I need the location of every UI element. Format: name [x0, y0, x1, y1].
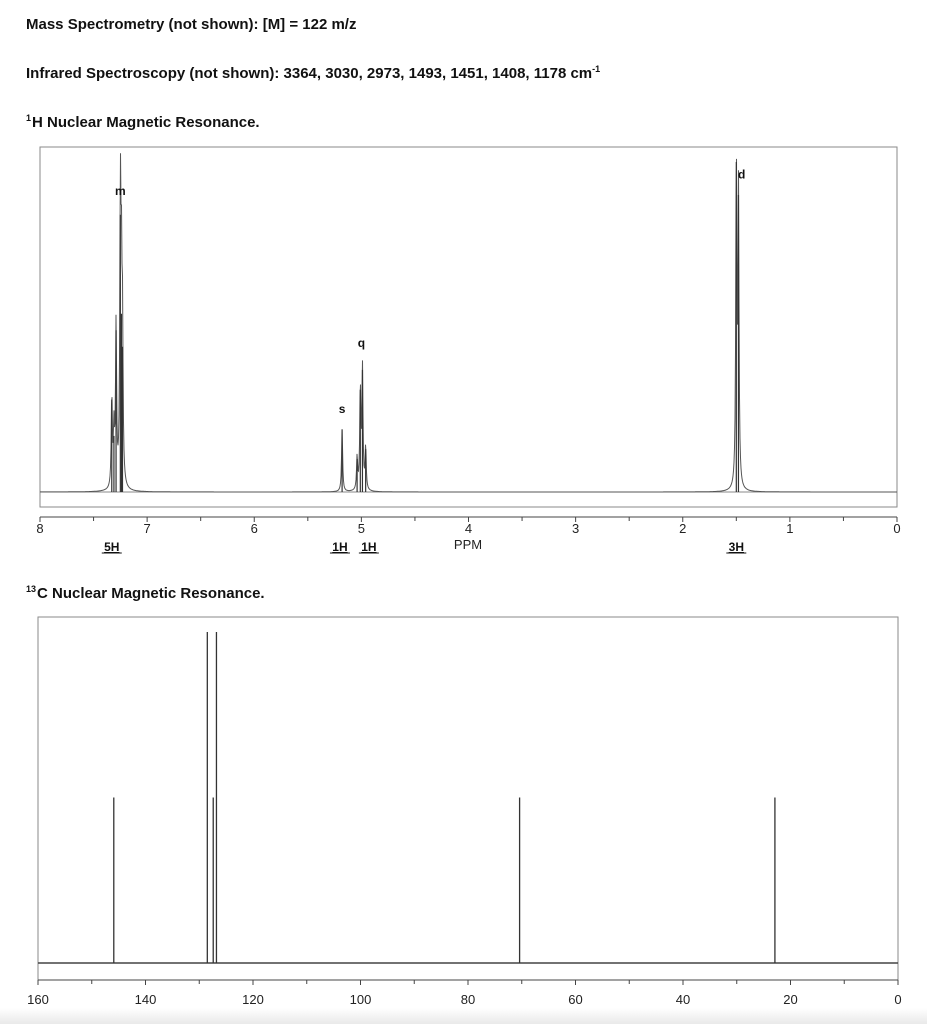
h-nmr-spectrum-trace	[40, 153, 897, 492]
c-nmr-tick-label: 80	[460, 992, 476, 1007]
h-nmr-title-text: H Nuclear Magnetic Resonance.	[32, 114, 260, 131]
h-nmr-tick-label: 6	[250, 521, 258, 536]
h-nmr-frame	[40, 147, 897, 507]
c-nmr-tick-label: 0	[894, 992, 902, 1007]
h-nmr-multiplicity-label: q	[357, 335, 366, 350]
c-nmr-tick-label: 100	[349, 992, 372, 1007]
c-nmr-title-text: C Nuclear Magnetic Resonance.	[37, 585, 265, 602]
h-nmr-tick-label: 4	[464, 521, 473, 536]
h-nmr-tick-label: 2	[679, 521, 687, 536]
c-nmr-tick-label: 120	[242, 992, 264, 1007]
h-nmr-multiplicity-label: d	[737, 167, 746, 182]
h-nmr-x-axis-label: PPM	[453, 537, 483, 552]
infrared-spectroscopy-text: Infrared Spectroscopy (not shown): 3364, 3030, 2973, 1493, 1451, 1408, 1178 cm	[26, 65, 593, 82]
c-nmr-title-superscript: 13	[26, 584, 37, 594]
h-nmr-title-superscript: 1	[26, 113, 32, 123]
mass-spectrometry-text: Mass Spectrometry (not shown): [M] = 122 m/z	[26, 16, 357, 33]
h-nmr-tick-label: 8	[36, 521, 44, 536]
c-nmr-tick-label: 60	[568, 992, 583, 1007]
h-nmr-tick-label: 5	[357, 521, 365, 536]
h-nmr-multiplicity-label: m	[115, 184, 126, 198]
h-nmr-tick-label: 3	[572, 521, 580, 536]
c-nmr-frame	[38, 617, 898, 980]
c-nmr-chart	[27, 617, 901, 1022]
c-nmr-tick-label: 140	[134, 992, 157, 1007]
infrared-unit-superscript: -1	[592, 64, 601, 74]
h-nmr-chart	[36, 147, 900, 554]
h-nmr-multiplicity-label: s	[338, 401, 346, 416]
h-nmr-integration-label: 1H	[361, 540, 377, 554]
bottom-edge-shade	[0, 1008, 927, 1024]
c-nmr-tick-label: 40	[675, 992, 691, 1007]
h-nmr-integration-label: 5H	[104, 540, 120, 554]
h-nmr-integration-label: 3H	[728, 540, 744, 554]
h-nmr-tick-label: 0	[893, 521, 901, 536]
c-nmr-tick-label: 20	[783, 992, 798, 1007]
c-nmr-tick-label: 160	[27, 992, 49, 1007]
h-nmr-integration-label: 1H	[332, 540, 348, 554]
h-nmr-tick-label: 1	[786, 521, 794, 536]
h-nmr-tick-label: 7	[143, 521, 151, 536]
